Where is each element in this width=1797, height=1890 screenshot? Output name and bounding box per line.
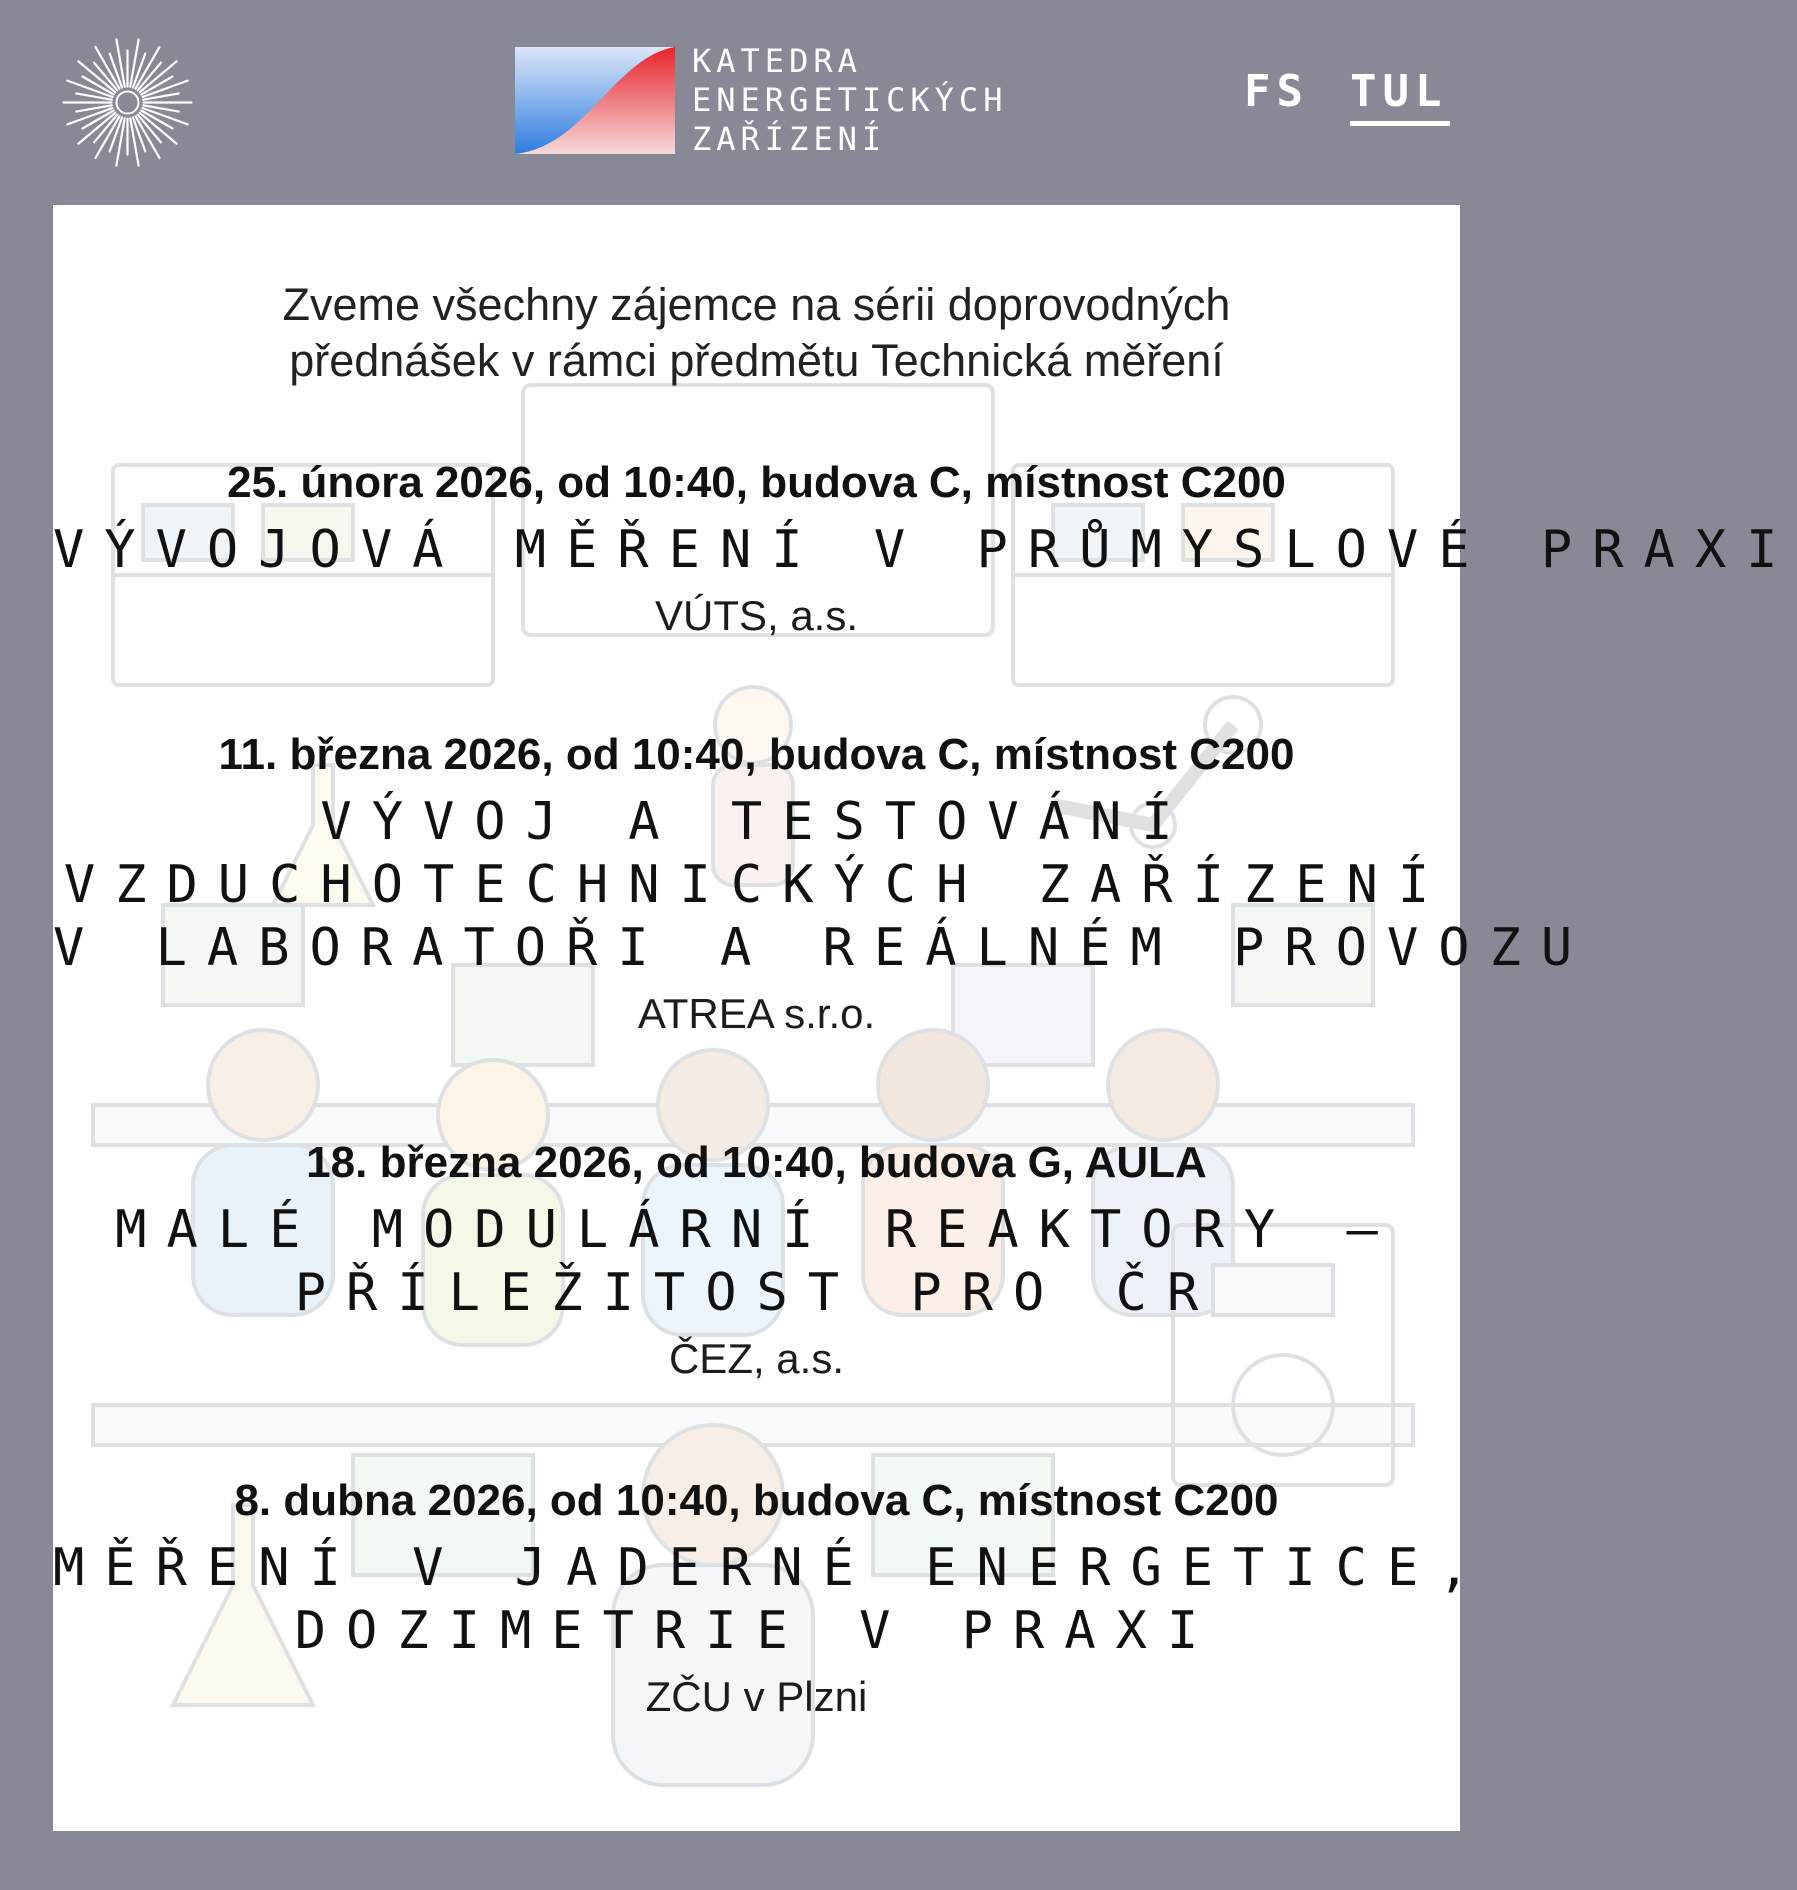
department-name-line: ENERGETICKÝCH	[692, 81, 1008, 119]
lecture-title-line: VZDUCHOTECHNICKÝCH ZAŘÍZENÍ	[63, 855, 1450, 915]
lecture-date: 25. února 2026, od 10:40, budova C, místnost C200	[227, 458, 1286, 507]
lecture-title-line: V LABORATOŘI A REÁLNÉM PROVOZU	[53, 918, 1593, 978]
sun-burst-logo-icon	[60, 35, 195, 170]
invitation-line: Zveme všechny zájemce na sérii doprovodných	[282, 279, 1231, 330]
lecture-title-line: PŘÍLEŽITOST PRO ČR	[294, 1263, 1219, 1323]
lecture-organization: ČEZ, a.s.	[668, 1335, 845, 1382]
lecture-title-line: VÝVOJ A TESTOVÁNÍ	[320, 792, 1193, 852]
university-logo: TUL	[1350, 66, 1448, 117]
lecture-event	[53, 455, 1797, 642]
invitation-line: přednášek v rámci předmětu Technická měření	[289, 335, 1224, 386]
lecture-organization: ATREA s.r.o.	[637, 990, 876, 1037]
lecture-title-line: MALÉ MODULÁRNÍ REAKTORY –	[115, 1200, 1398, 1260]
department-logo-icon	[515, 47, 675, 154]
lecture-title-line: MĚŘENÍ V JADERNÉ ENERGETICE,	[53, 1538, 1490, 1598]
lecture-title-line: VÝVOJOVÁ MĚŘENÍ V PRŮMYSLOVÉ PRAXI	[53, 520, 1797, 580]
lecture-title	[53, 1537, 1490, 1663]
lecture-title	[53, 791, 1593, 980]
lecture-title	[53, 1199, 1460, 1325]
lecture-event	[53, 727, 1593, 1040]
lecture-title-line: DOZIMETRIE V PRAXI	[294, 1601, 1219, 1661]
lecture-event	[53, 1473, 1490, 1723]
lecture-date: 18. března 2026, od 10:40, budova G, AULA	[306, 1138, 1207, 1187]
department-name-line: KATEDRA	[692, 42, 862, 80]
faculty-logo: FS	[1244, 66, 1309, 117]
university-logo-underline	[1350, 121, 1450, 126]
department-name-line: ZAŘÍZENÍ	[692, 120, 887, 158]
lecture-organization: ZČU v Plzni	[645, 1673, 868, 1720]
lecture-date: 11. března 2026, od 10:40, budova C, místnost C200	[218, 730, 1295, 779]
lecture-announcement-card	[53, 205, 1797, 1831]
lecture-event	[53, 1135, 1460, 1385]
lecture-date: 8. dubna 2026, od 10:40, budova C, místnost C200	[234, 1476, 1279, 1525]
lecture-organization: VÚTS, a.s.	[654, 592, 859, 639]
invitation-text	[53, 277, 1460, 389]
lecture-title	[53, 519, 1797, 582]
header	[0, 0, 1512, 205]
department-name	[692, 42, 1007, 159]
